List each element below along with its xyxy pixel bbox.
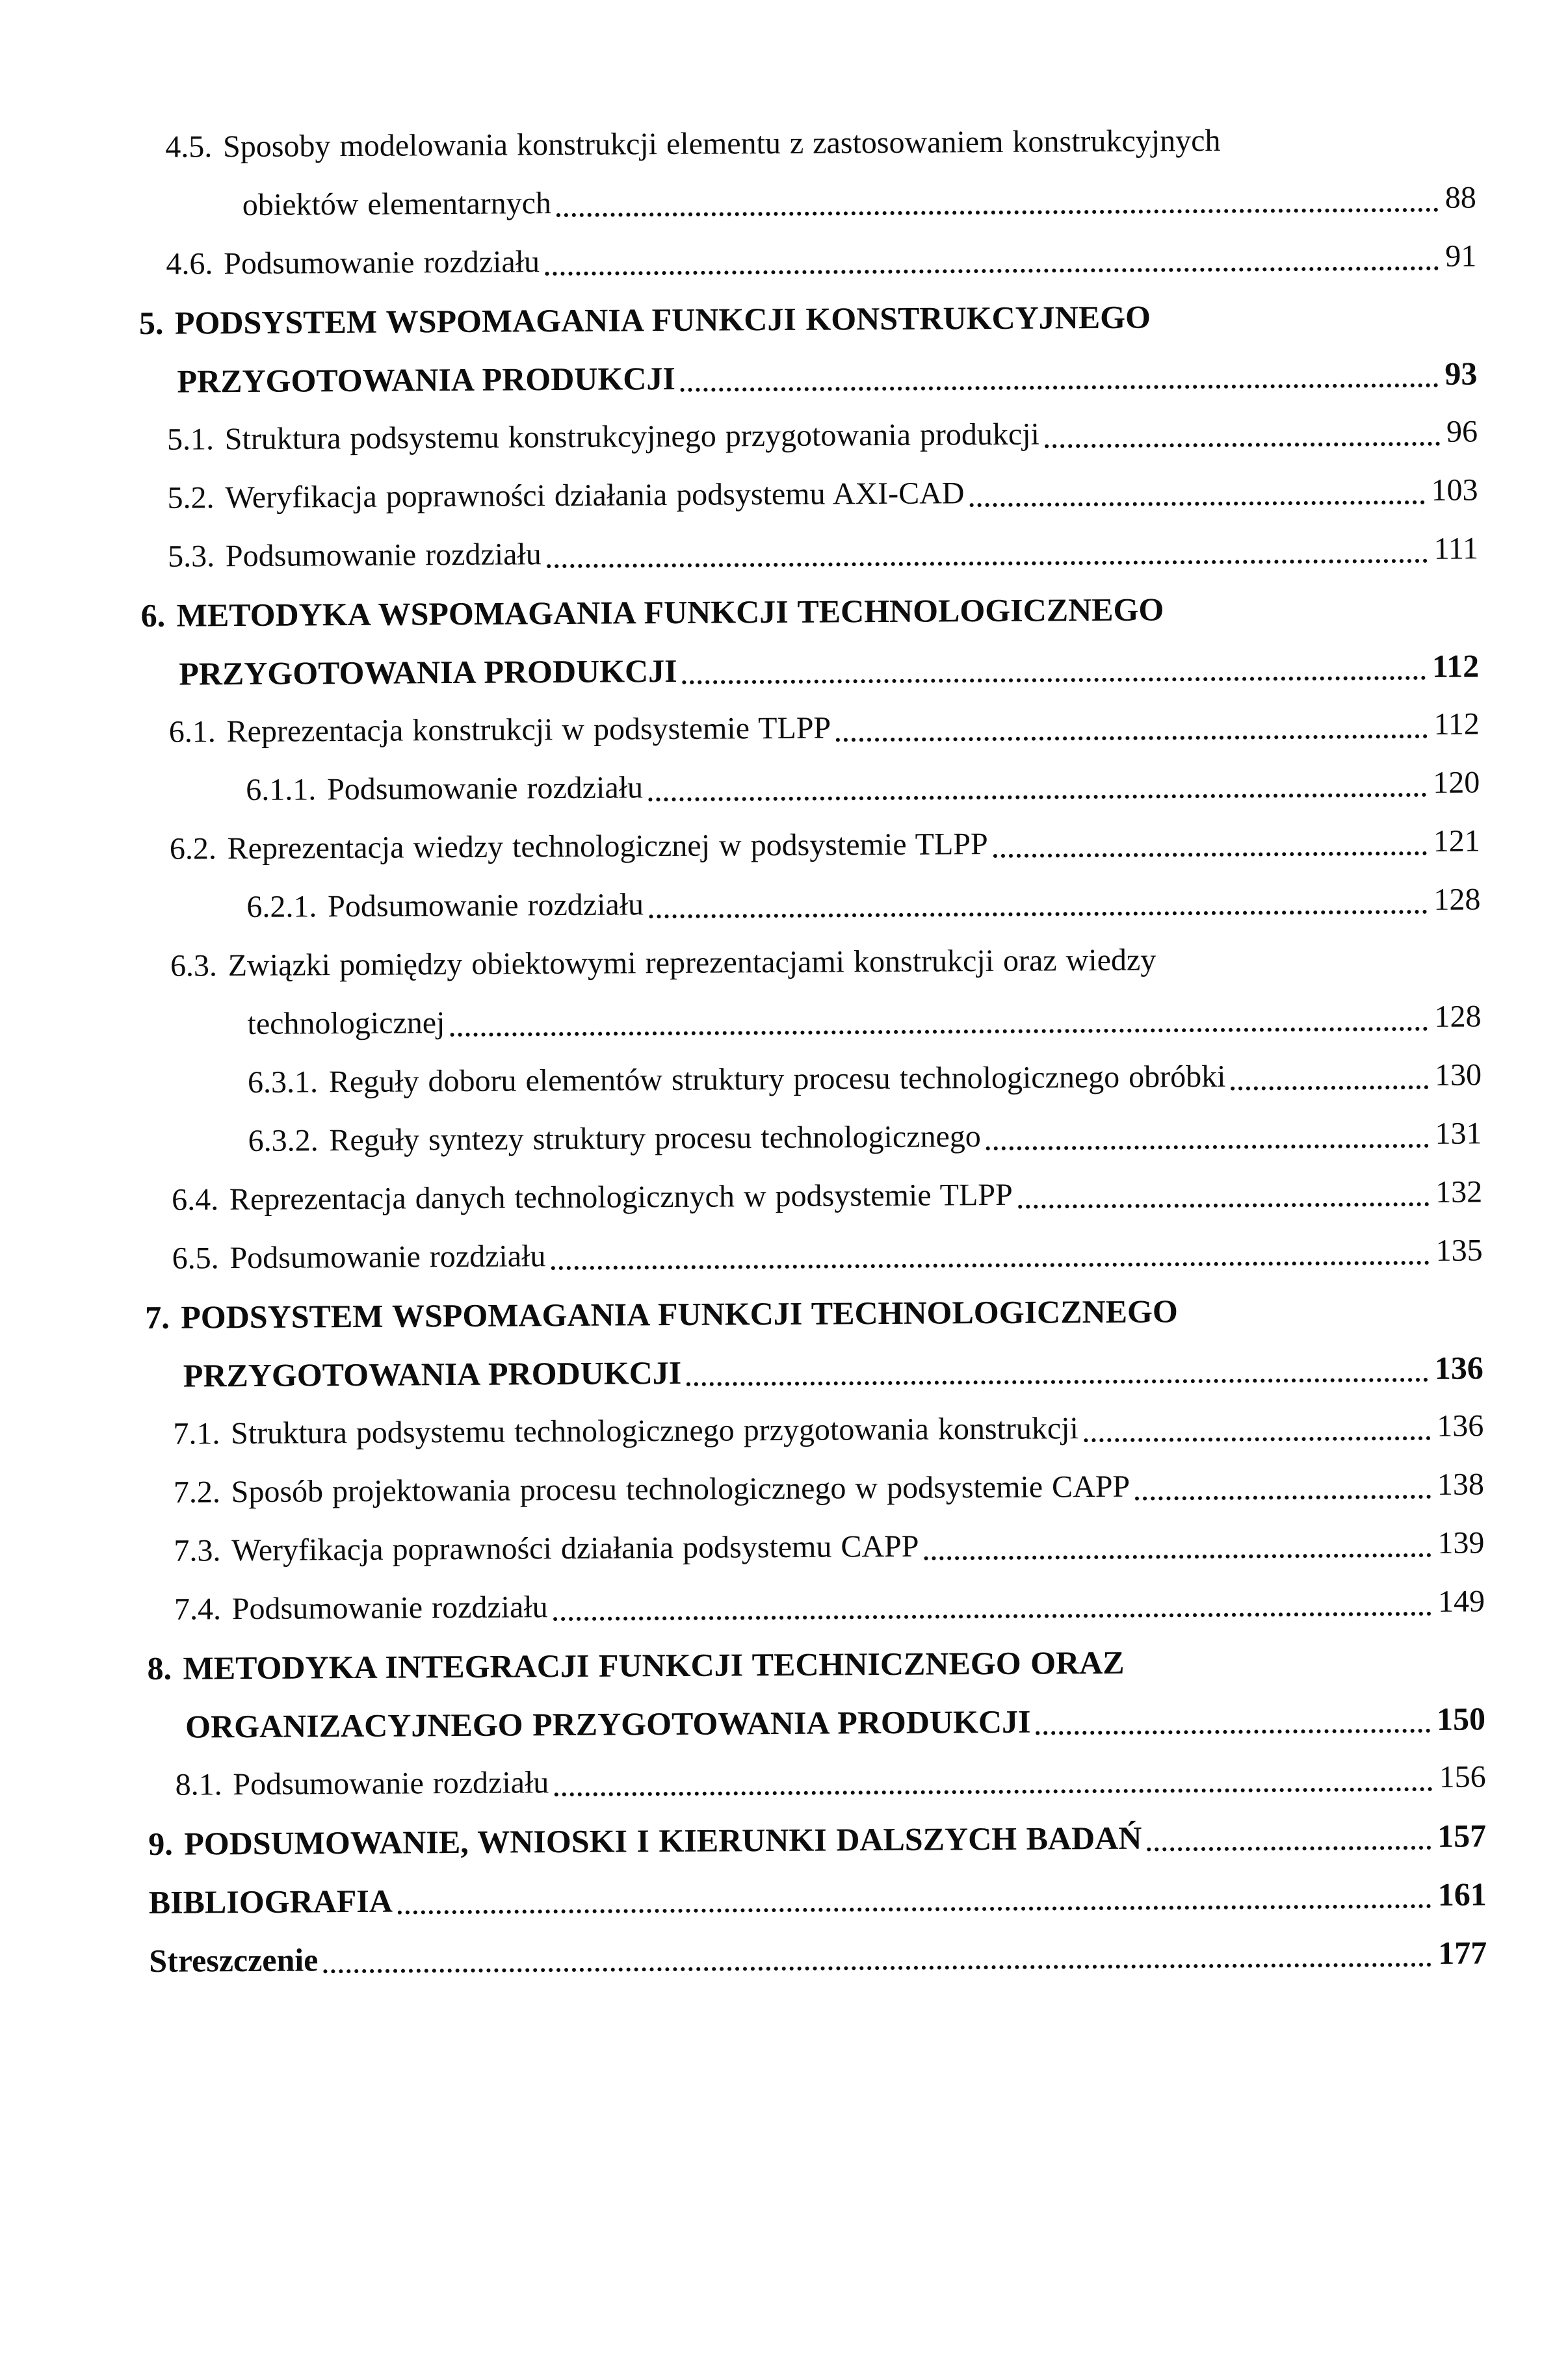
toc-entry-title: Podsumowanie rozdziału — [326, 770, 644, 807]
toc-row — [148, 1689, 1486, 1756]
toc-entry-number: 4.6. — [166, 246, 213, 281]
toc-entry-number: 7.4. — [174, 1592, 222, 1627]
dot-leader — [547, 559, 1428, 568]
toc-row — [147, 1631, 1485, 1698]
toc-page-number: 128 — [1434, 999, 1482, 1034]
toc-row — [146, 1455, 1485, 1522]
toc-row — [144, 1163, 1483, 1230]
toc-entry-title: Sposoby modelowania konstrukcji elementu z zastosowaniem konstrukcyjnych — [222, 123, 1221, 164]
toc-row — [140, 461, 1478, 528]
toc-entry-number: 6.1. — [168, 714, 216, 749]
toc-page-number: 149 — [1437, 1584, 1485, 1619]
toc-entry-number: 8.1. — [175, 1767, 222, 1802]
toc-row — [143, 929, 1482, 996]
toc-entry-number: 6.3. — [170, 948, 218, 983]
toc-page-number: 177 — [1438, 1934, 1487, 1971]
dot-leader — [836, 734, 1427, 742]
toc-entry-title: METODYKA INTEGRACJI FUNKCJI TECHNICZNEGO ORAZ — [183, 1644, 1125, 1687]
toc-entry-title: ORGANIZACYJNEGO PRZYGOTOWANIA PRODUKCJI — [185, 1703, 1031, 1745]
dot-leader — [970, 500, 1425, 507]
toc-row — [140, 402, 1478, 469]
toc-page-number: 130 — [1434, 1057, 1482, 1093]
toc-page-number: 121 — [1433, 823, 1480, 859]
toc-row — [142, 753, 1480, 820]
toc-page-number: 139 — [1437, 1525, 1485, 1560]
toc-entry-number: 5.3. — [167, 539, 215, 574]
toc-page-number: 138 — [1437, 1467, 1485, 1502]
toc-entry-title: PODSUMOWANIE, WNIOSKI I KIERUNKI DALSZYCH BADAŃ — [184, 1819, 1142, 1862]
toc-entry-title: METODYKA WSPOMAGANIA FUNKCJI TECHNOLOGICZNEGO — [176, 591, 1164, 634]
toc-entry-title: Weryfikacja poprawności działania podsystemu AXI-CAD — [225, 476, 965, 515]
dot-leader — [1036, 1729, 1431, 1735]
toc-row — [148, 1865, 1487, 1932]
dot-leader — [924, 1553, 1431, 1560]
toc-entry-title: Podsumowanie rozdziału — [224, 244, 540, 281]
toc-page-number: 120 — [1433, 765, 1480, 800]
toc-entry-number: 6.3.2. — [248, 1123, 319, 1158]
toc-entry-title: Struktura podsystemu technologicznego przygotowania konstrukcji — [230, 1411, 1079, 1451]
toc-row — [144, 1221, 1483, 1288]
toc-row — [141, 636, 1480, 703]
dot-leader — [554, 1787, 1432, 1796]
toc-row — [142, 812, 1481, 879]
toc-row — [140, 519, 1479, 586]
dot-leader — [986, 1144, 1429, 1150]
toc-page-number: 136 — [1437, 1408, 1484, 1443]
toc-entry-number: 6.3.1. — [247, 1065, 319, 1100]
table-of-contents — [138, 110, 1487, 1990]
toc-row — [145, 1280, 1483, 1347]
dot-leader — [993, 851, 1427, 858]
dot-leader — [450, 1027, 1428, 1037]
dot-leader — [398, 1904, 1431, 1915]
toc-entry-title: Podsumowanie rozdziału — [233, 1765, 549, 1802]
toc-row — [139, 344, 1478, 411]
toc-entry-number: 7.3. — [174, 1533, 221, 1568]
toc-row — [148, 1806, 1487, 1873]
toc-page-number: 132 — [1435, 1174, 1483, 1209]
dot-leader — [1135, 1495, 1431, 1501]
dot-leader — [686, 1378, 1428, 1386]
dot-leader — [551, 1261, 1429, 1270]
toc-page-number: 161 — [1437, 1876, 1487, 1913]
toc-page-number: 131 — [1435, 1116, 1482, 1151]
toc-entry-title: Podsumowanie rozdziału — [225, 537, 542, 574]
toc-entry-title: PRZYGOTOWANIA PRODUKCJI — [183, 1354, 682, 1394]
toc-page-number: 150 — [1436, 1700, 1486, 1737]
toc-entry-title: Reprezentacja konstrukcji w podsystemie TLPP — [226, 710, 831, 749]
dot-leader — [1018, 1202, 1429, 1209]
toc-entry-number: 6.2.1. — [246, 889, 317, 924]
dot-leader — [681, 383, 1439, 392]
toc-row — [148, 1748, 1486, 1815]
toc-entry-title: Reprezentacja wiedzy technologicznej w podsystemie TLPP — [227, 827, 988, 866]
dot-leader — [323, 1963, 1431, 1973]
toc-page-number: 103 — [1431, 472, 1478, 508]
toc-page-number: 112 — [1431, 647, 1480, 684]
toc-page-number: 88 — [1444, 180, 1476, 215]
toc-entry-title: Podsumowanie rozdziału — [229, 1239, 546, 1276]
toc-page-number: 93 — [1444, 355, 1478, 392]
toc-entry-title: Reguły doboru elementów struktury procesu technologicznego obróbki — [328, 1059, 1226, 1100]
toc-entry-number: 7.1. — [173, 1416, 220, 1451]
toc-row — [146, 1397, 1484, 1464]
toc-entry-number: 8. — [147, 1649, 172, 1687]
toc-row — [140, 578, 1479, 645]
toc-entry-title: PODSYSTEM WSPOMAGANIA FUNKCJI KONSTRUKCYJNEGO — [174, 298, 1151, 341]
toc-page-number: 96 — [1446, 414, 1478, 449]
toc-row — [143, 987, 1482, 1054]
toc-entry-title: PRZYGOTOWANIA PRODUKCJI — [179, 652, 677, 692]
dot-leader — [553, 1612, 1431, 1621]
toc-row — [141, 695, 1480, 762]
dot-leader — [556, 208, 1439, 217]
toc-row — [147, 1572, 1485, 1639]
toc-entry-title: obiektów elementarnych — [242, 186, 552, 223]
toc-entry-title: Podsumowanie rozdziału — [328, 887, 644, 924]
toc-row — [138, 227, 1477, 294]
toc-entry-title: Reprezentacja danych technologicznych w podsystemie TLPP — [229, 1177, 1013, 1217]
toc-entry-number: 6.4. — [172, 1182, 219, 1217]
toc-row — [149, 1923, 1487, 1990]
toc-entry-title: technologicznej — [247, 1005, 445, 1041]
toc-page-number: 156 — [1439, 1759, 1486, 1794]
toc-entry-number: 5. — [138, 304, 164, 341]
toc-row — [144, 1104, 1482, 1171]
toc-entry-number: 6.2. — [169, 831, 217, 866]
toc-page-number: 128 — [1433, 882, 1481, 917]
toc-entry-title: Reguły syntezy struktury procesu technologicznego — [329, 1119, 981, 1158]
toc-entry-number: 6. — [140, 597, 166, 634]
toc-page-number: 157 — [1437, 1817, 1487, 1854]
toc-entry-title: PODSYSTEM WSPOMAGANIA FUNKCJI TECHNOLOGICZNEGO — [181, 1293, 1178, 1336]
toc-page-number: 135 — [1435, 1233, 1483, 1268]
dot-leader — [1147, 1846, 1431, 1852]
toc-entry-number: 4.5. — [165, 129, 213, 164]
toc-entry-number: 5.1. — [166, 422, 215, 457]
toc-entry-number: 9. — [148, 1825, 173, 1862]
toc-row — [144, 1046, 1482, 1113]
dot-leader — [649, 910, 1427, 918]
toc-row — [142, 870, 1481, 937]
toc-row — [146, 1338, 1484, 1405]
toc-row — [138, 168, 1477, 235]
toc-page-number: 91 — [1445, 239, 1477, 274]
dot-leader — [1045, 442, 1440, 448]
dot-leader — [1231, 1085, 1429, 1091]
toc-entry-number: 6.5. — [172, 1241, 219, 1276]
dot-leader — [1084, 1436, 1431, 1442]
toc-entry-title: Weryfikacja poprawności działania podsystemu CAPP — [231, 1529, 919, 1568]
toc-page-number: 112 — [1433, 706, 1480, 742]
toc-page-number: 136 — [1434, 1349, 1483, 1386]
toc-entry-title: Związki pomiędzy obiektowymi reprezentacjami konstrukcji oraz wiedzy — [228, 942, 1156, 983]
toc-entry-title: Streszczenie — [149, 1941, 319, 1979]
toc-entry-title: PRZYGOTOWANIA PRODUKCJI — [177, 359, 676, 400]
toc-entry-title: Podsumowanie rozdziału — [231, 1590, 548, 1627]
toc-entry-number: 7.2. — [173, 1475, 221, 1510]
toc-row — [138, 110, 1476, 177]
toc-row — [146, 1514, 1485, 1581]
toc-entry-title: BIBLIOGRAFIA — [148, 1882, 393, 1921]
dot-leader — [545, 266, 1439, 276]
toc-page-number: 111 — [1433, 531, 1479, 566]
toc-entry-title: Struktura podsystemu konstrukcyjnego przygotowania produkcji — [224, 417, 1040, 457]
toc-entry-title: Sposób projektowania procesu technologicznego w podsystemie CAPP — [231, 1469, 1130, 1510]
toc-entry-number: 5.2. — [167, 480, 215, 515]
toc-row — [139, 285, 1478, 352]
dot-leader — [648, 793, 1426, 801]
toc-entry-number: 7. — [145, 1299, 170, 1336]
dot-leader — [683, 676, 1426, 684]
toc-entry-number: 6.1.1. — [246, 772, 317, 808]
